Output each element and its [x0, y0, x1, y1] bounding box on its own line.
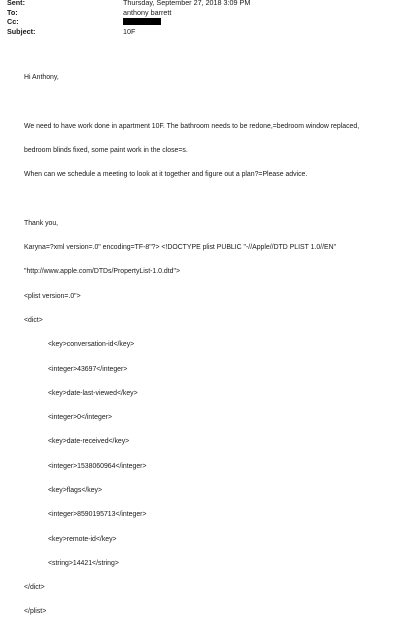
greeting: Hi Anthony, [24, 74, 59, 82]
body-line-1: We need to have work done in apartment 10F. The bathroom needs to be redone,=bedroom window replaced, [24, 122, 360, 130]
dict-item: <integer>0</integer> [48, 414, 112, 422]
header-row-subject [7, 27, 307, 37]
dict-item: <key>date-last-viewed</key> [48, 389, 138, 397]
header-row-cc [7, 17, 307, 27]
plist-line-1: Karyna=?xml version=.0" encoding=TF-8"?> <!DOCTYPE plist PUBLIC "-//Apple//DTD PLIST 1.0//EN" [24, 244, 337, 252]
to-value: anthony barrett [123, 7, 172, 17]
dict-item: <integer>1538060964</integer> [48, 462, 147, 470]
redaction-bar [123, 18, 161, 25]
blank-line [24, 196, 394, 204]
sent-label: Sent: [7, 0, 25, 7]
dict-close: </dict> [24, 584, 45, 592]
email-body [24, 58, 394, 625]
sent-value: Thursday, September 27, 2018 3:09 PM [123, 0, 251, 7]
plist-open: <plist version=.0"> [24, 292, 81, 300]
dict-item: <key>flags</key> [48, 486, 103, 494]
header-row-sent [7, 0, 307, 8]
email-header [7, 0, 307, 36]
to-label: To: [7, 7, 18, 17]
dict-item: <integer>8590195713</integer> [48, 511, 147, 519]
dict-item: <key>date-received</key> [48, 438, 130, 446]
subject-label: Subject: [7, 26, 36, 36]
dict-item: <string>14421</string> [48, 559, 119, 567]
plist-close: </plist> [24, 608, 47, 616]
plist-line-2: "http://www.apple.com/DTDs/PropertyList-1.0.dtd"> [24, 268, 180, 276]
thanks-line: Thank you, [24, 219, 59, 227]
dict-open: <dict> [24, 317, 43, 324]
body-line-3: When can we schedule a meeting to look at it together and figure out a plan?=Please advice. [24, 171, 308, 179]
dict-item: <integer>43697</integer> [48, 365, 128, 373]
blank-line [24, 98, 394, 106]
subject-value: 10F [123, 26, 136, 36]
header-row-to [7, 8, 307, 18]
dict-item: <key>conversation-id</key> [48, 341, 135, 349]
cc-label: Cc: [7, 17, 19, 26]
dict-item: <key>remote-id</key> [48, 535, 117, 543]
body-line-2: bedroom blinds fixed, some paint work in the close=s. [24, 147, 188, 155]
cc-value [123, 17, 161, 27]
